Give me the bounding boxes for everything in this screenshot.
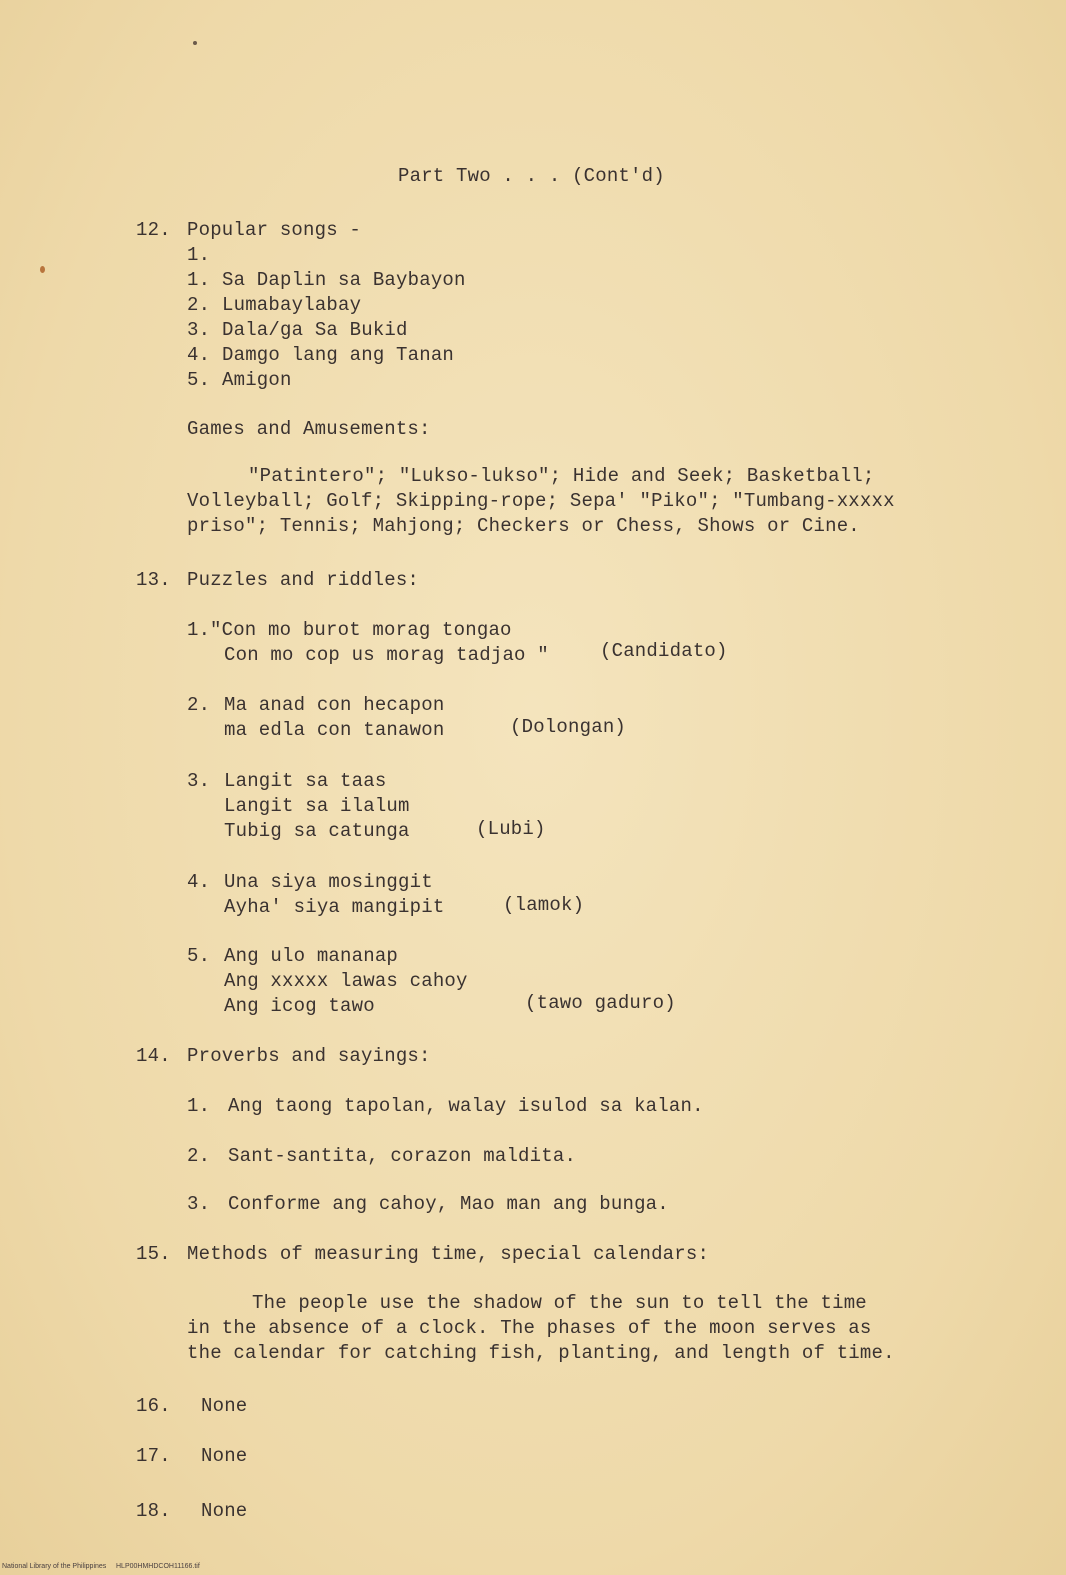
time-paragraph-line: the calendar for catching fish, planting, and length of time. <box>187 1342 895 1364</box>
time-paragraph-line: The people use the shadow of the sun to tell the time <box>252 1292 867 1314</box>
riddle-answer: (tawo gaduro) <box>525 992 676 1014</box>
riddle-answer: (Lubi) <box>476 818 546 840</box>
riddle-answer: (lamok) <box>503 894 585 916</box>
song-number: 3. <box>187 319 211 341</box>
section-12-blank-item: 1. <box>187 244 211 266</box>
riddle-line: Langit sa taas <box>224 770 387 792</box>
song-number: 5. <box>187 369 211 391</box>
proverb-number: 1. <box>187 1095 211 1117</box>
riddle-number: 1. <box>187 619 211 641</box>
riddle-number: 5. <box>187 945 211 967</box>
song-title: Amigon <box>222 369 292 391</box>
riddle-number: 3. <box>187 770 211 792</box>
section-17-text: None <box>201 1445 248 1467</box>
riddle-answer: (Candidato) <box>600 640 728 662</box>
song-title: Dala/ga Sa Bukid <box>222 319 408 341</box>
proverb-text: Conforme ang cahoy, Mao man ang bunga. <box>228 1193 669 1215</box>
proverb-text: Ang taong tapolan, walay isulod sa kalan. <box>228 1095 704 1117</box>
riddle-line: ma edla con tanawon <box>224 719 445 741</box>
song-title: Sa Daplin sa Baybayon <box>222 269 466 291</box>
riddle-line: Ang ulo mananap <box>224 945 399 967</box>
riddle-line: Tubig sa catunga <box>224 820 410 842</box>
riddle-number: 4. <box>187 871 211 893</box>
song-number: 1. <box>187 269 211 291</box>
riddle-line: Ang xxxxx lawas cahoy <box>224 970 468 992</box>
section-13-number: 13. <box>136 569 171 591</box>
proverb-number: 3. <box>187 1193 211 1215</box>
games-line: priso"; Tennis; Mahjong; Checkers or Chess, Shows or Cine. <box>187 515 860 537</box>
archive-footer: National Library of the Philippines HLP00HMHDCOH11166.tif <box>2 1563 200 1570</box>
section-15-number: 15. <box>136 1243 171 1265</box>
proverb-text: Sant-santita, corazon maldita. <box>228 1145 577 1167</box>
section-13-heading: Puzzles and riddles: <box>187 569 420 591</box>
games-line: "Patintero"; "Lukso-lukso"; Hide and Seek; Basketball; <box>248 465 875 487</box>
riddle-number: 2. <box>187 694 211 716</box>
riddle-line: Ma anad con hecapon <box>224 694 445 716</box>
song-title: Damgo lang ang Tanan <box>222 344 455 366</box>
paper-speck <box>193 41 197 45</box>
section-18-number: 18. <box>136 1500 171 1522</box>
games-heading: Games and Amusements: <box>187 418 431 440</box>
section-14-heading: Proverbs and sayings: <box>187 1045 431 1067</box>
games-line: Volleyball; Golf; Skipping-rope; Sepa' "Piko"; "Tumbang-xxxxx <box>187 490 895 512</box>
song-number: 4. <box>187 344 211 366</box>
riddle-line: "Con mo burot morag tongao <box>210 619 512 641</box>
paper-stain <box>40 266 45 273</box>
page-header: Part Two . . . (Cont'd) <box>398 165 665 187</box>
section-12-number: 12. <box>136 219 171 241</box>
section-16-number: 16. <box>136 1395 171 1417</box>
time-paragraph-line: in the absence of a clock. The phases of the moon serves as <box>187 1317 872 1339</box>
riddle-line: Langit sa ilalum <box>224 795 410 817</box>
riddle-line: Ang icog tawo <box>224 995 375 1017</box>
song-number: 2. <box>187 294 211 316</box>
riddle-line: Ayha' siya mangipit <box>224 896 445 918</box>
section-12-heading: Popular songs - <box>187 219 362 241</box>
section-15-heading: Methods of measuring time, special calendars: <box>187 1243 710 1265</box>
section-17-number: 17. <box>136 1445 171 1467</box>
riddle-answer: (Dolongan) <box>510 716 627 738</box>
riddle-line: Con mo cop us morag tadjao " <box>224 644 549 666</box>
riddle-line: Una siya mosinggit <box>224 871 433 893</box>
section-18-text: None <box>201 1500 248 1522</box>
proverb-number: 2. <box>187 1145 211 1167</box>
song-title: Lumabaylabay <box>222 294 362 316</box>
section-14-number: 14. <box>136 1045 171 1067</box>
section-16-text: None <box>201 1395 248 1417</box>
